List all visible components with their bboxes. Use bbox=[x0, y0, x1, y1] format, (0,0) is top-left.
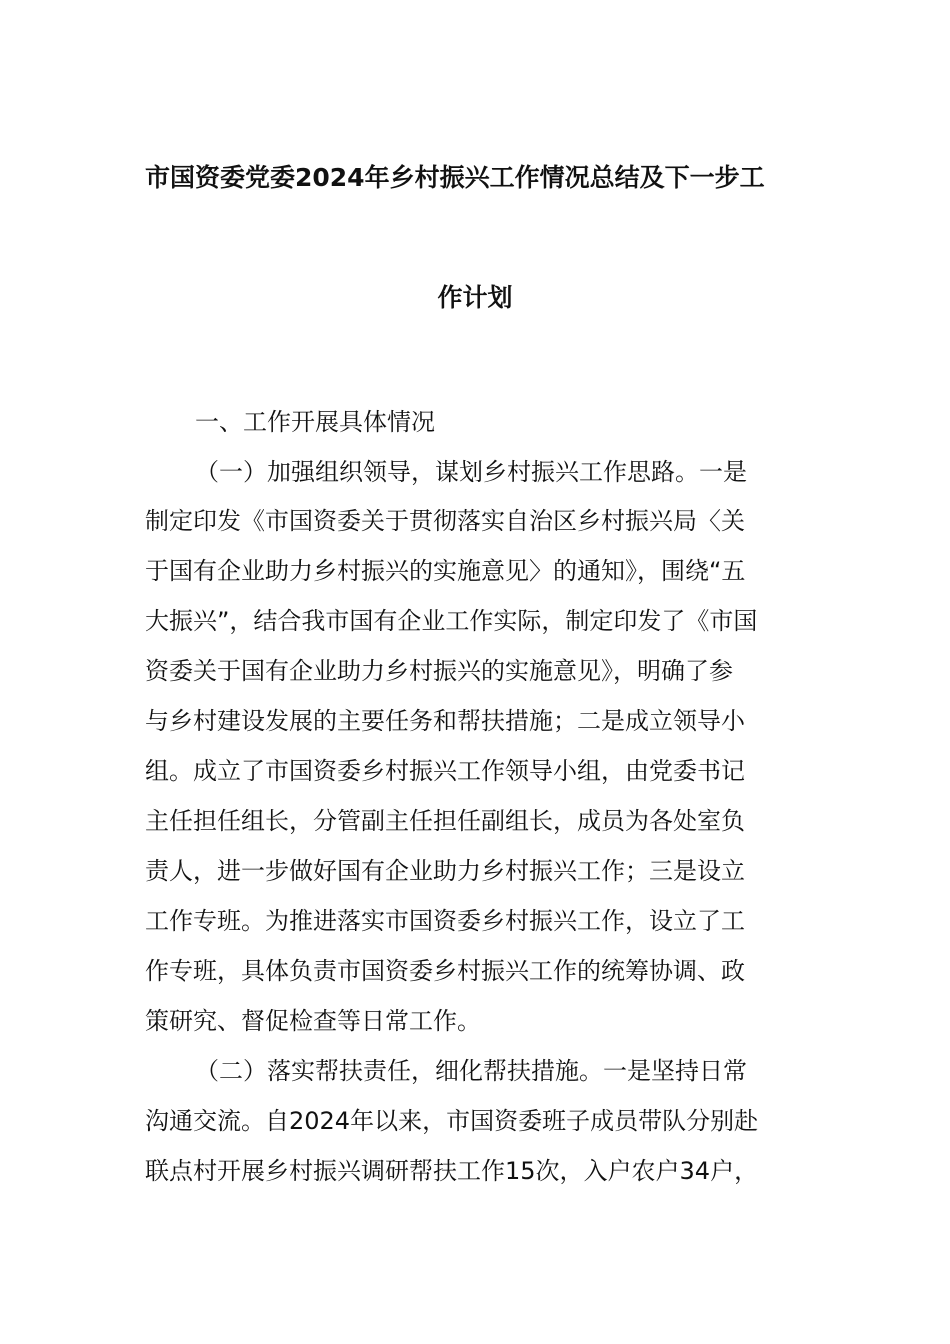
paragraph-line: 大振兴”，结合我市国有企业工作实际，制定印发了《市国 bbox=[145, 607, 758, 635]
paragraph-line: 策研究、督促检查等日常工作。 bbox=[145, 1007, 481, 1035]
paragraph-line: （二）落实帮扶责任，细化帮扶措施。一是坚持日常 bbox=[195, 1057, 747, 1085]
paragraph-line: 责人，进一步做好国有企业助力乡村振兴工作；三是设立 bbox=[145, 857, 745, 885]
paragraph-line: 与乡村建设发展的主要任务和帮扶措施；二是成立领导小 bbox=[145, 707, 745, 735]
paragraph-line: 作专班，具体负责市国资委乡村振兴工作的统筹协调、政 bbox=[145, 957, 745, 985]
paragraph-line: 联点村开展乡村振兴调研帮扶工作15次，入户农户34户， bbox=[145, 1157, 759, 1185]
paragraph-line: 资委关于国有企业助力乡村振兴的实施意见》，明确了参 bbox=[145, 657, 733, 685]
paragraph-line: 工作专班。为推进落实市国资委乡村振兴工作，设立了工 bbox=[145, 907, 745, 935]
paragraph-line: 于国有企业助力乡村振兴的实施意见〉的通知》，围绕“五 bbox=[145, 557, 746, 585]
document-title-line-1: 市国资委党委2024年乡村振兴工作情况总结及下一步工 bbox=[145, 163, 765, 192]
paragraph-line: 组。成立了市国资委乡村振兴工作领导小组，由党委书记 bbox=[145, 757, 745, 785]
paragraph-line: （一）加强组织领导，谋划乡村振兴工作思路。一是 bbox=[195, 458, 747, 486]
document-title-line-2: 作计划 bbox=[437, 283, 513, 312]
paragraph-line: 沟通交流。自2024年以来，市国资委班子成员带队分别赴 bbox=[145, 1107, 759, 1135]
section-heading: 一、工作开展具体情况 bbox=[195, 408, 435, 436]
paragraph-line: 主任担任组长，分管副主任担任副组长，成员为各处室负 bbox=[145, 807, 745, 835]
paragraph-line: 制定印发《市国资委关于贯彻落实自治区乡村振兴局〈关 bbox=[145, 507, 745, 535]
